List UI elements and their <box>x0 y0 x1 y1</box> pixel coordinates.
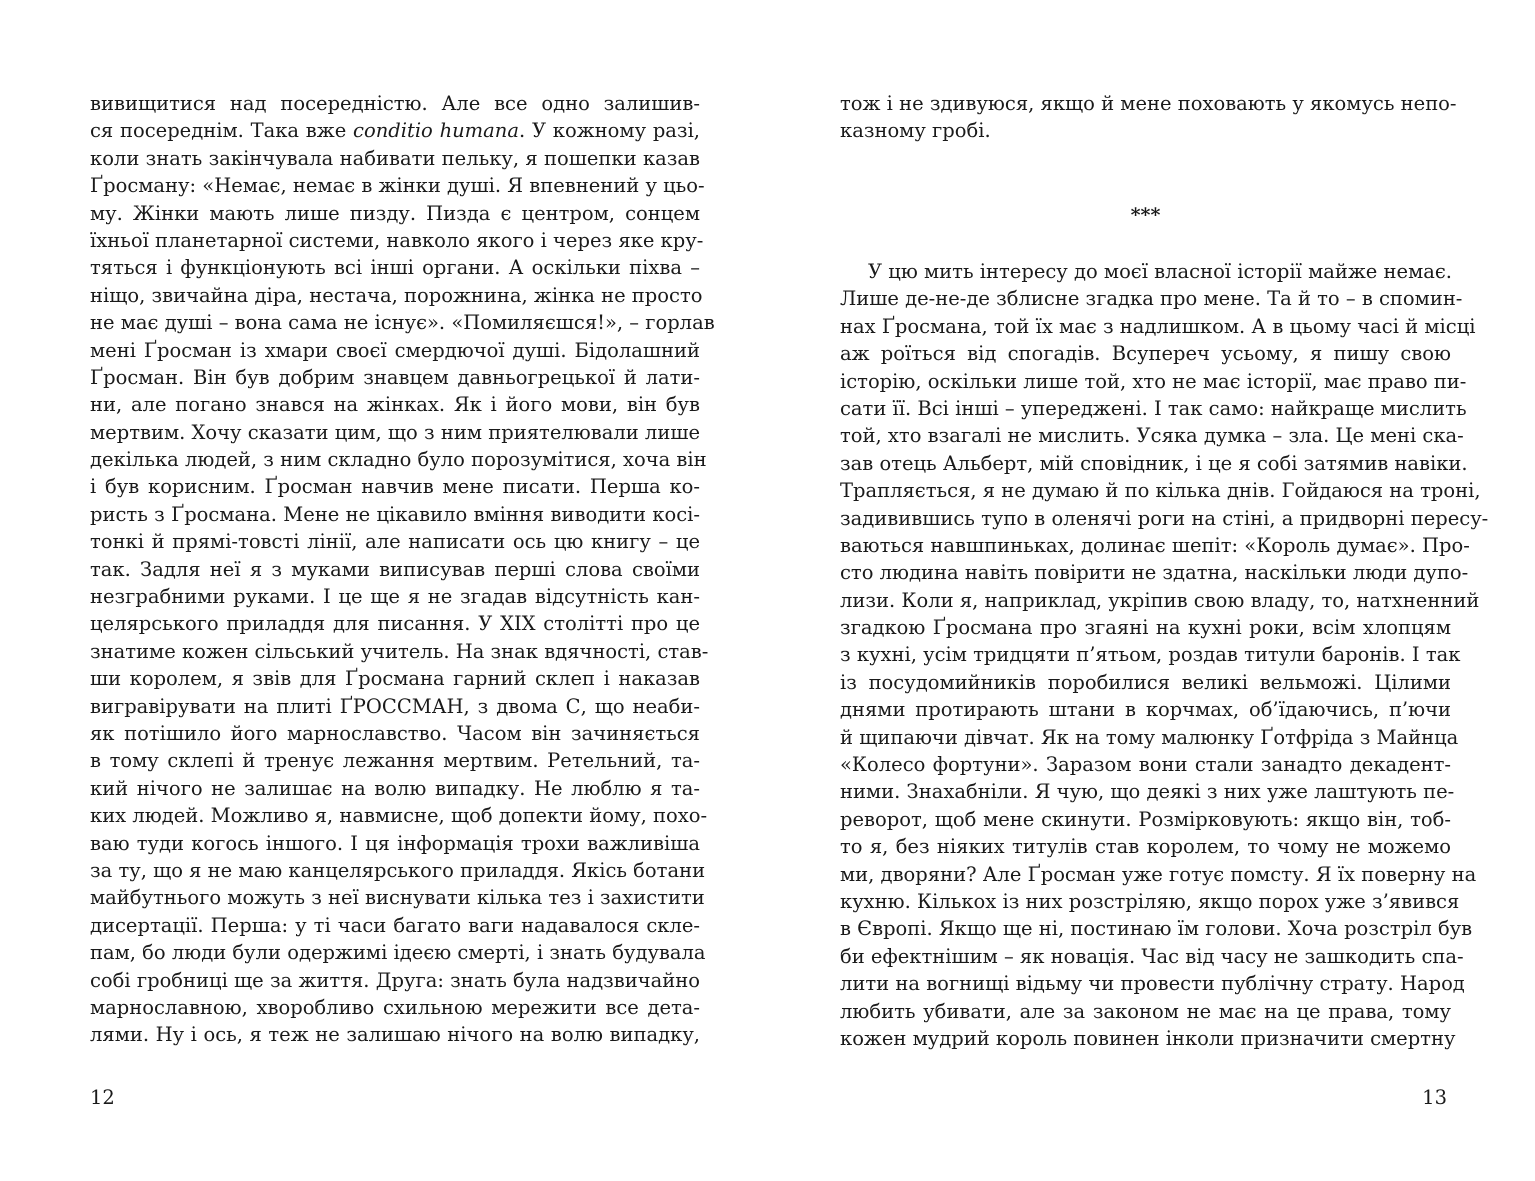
text-line: Лише де-не-де зблисне згадка про мене. Та й то – в спомин- <box>840 287 1463 311</box>
text-line: то я, без ніяких титулів став королем, то чому не можемо <box>840 835 1451 859</box>
text-line: кожен мудрий король повинен інколи призначити смертну <box>840 1026 1456 1050</box>
right-page-body <box>840 258 1489 1052</box>
text-line: пам, бо люди були одержимі ідеєю смерті, і знать будувала <box>90 941 706 965</box>
text-line: тяться і функціонують всі інші органи. А оскільки піхва – <box>90 256 700 280</box>
text-line: як потішило його марнославство. Часом він зачиняється <box>90 721 700 745</box>
text-line: ніщо, звичайна діра, нестача, порожнина, жінка не просто <box>90 283 703 307</box>
text-line: декілька людей, з ним складно було порозумітися, хоча він <box>90 448 707 472</box>
text-line: ваю туди когось іншого. І ця інформація трохи важливіша <box>90 831 700 855</box>
text-line: ними. Знахабніли. Я чую, що деякі з них уже лаштують пе- <box>840 780 1455 804</box>
text-line: Ґросман. Він був добрим знавцем давньогрецької й лати- <box>90 365 700 389</box>
text-line: їхньої планетарної системи, навколо якого і через яке кру- <box>90 228 704 252</box>
text-line: в тому склепі й тренує лежання мертвим. Ретельний, та- <box>90 749 700 773</box>
text-line: історію, оскільки лише той, хто не має історії, має право пи- <box>840 369 1467 393</box>
text-fragment: . У кожному разі, <box>518 119 700 143</box>
text-line: му. Жінки мають лише пизду. Пизда є центром, сонцем <box>90 201 700 225</box>
text-line: вигравірувати на плиті ҐРОССМАН, з двома С, що неаби- <box>90 694 700 718</box>
text-line: днями протирають штани в корчмах, об’їдаючись, п’ючи <box>840 698 1451 722</box>
left-page <box>0 0 767 1181</box>
text-line: собі гробниці ще за життя. Друга: знать була надзвичайно <box>90 968 700 992</box>
text-line: із посудомийників поробилися великі вельможі. Цілими <box>840 670 1451 694</box>
text-line: за ту, що я не маю канцелярського приладдя. Якісь ботани <box>90 858 706 882</box>
text-line: незграбними руками. І це ще я не згадав відсутність кан- <box>90 585 700 609</box>
text-line: «Колесо фортуни». Заразом вони стали занадто декадент- <box>840 753 1451 777</box>
text-line: сати її. Всі інші – упереджені. І так само: найкраще мислить <box>840 396 1467 420</box>
text-line: згадкою Ґросмана про згаяні на кухні роки, всім хлопцям <box>840 616 1451 640</box>
text-line: ши королем, я звів для Ґросмана гарний склеп і наказав <box>90 667 700 691</box>
text-line: дисертації. Перша: у ті часи багато ваги надавалося скле- <box>90 913 700 937</box>
section-separator: *** <box>1130 204 1161 226</box>
text-line: так. Задля неї я з муками виписував перші слова своїми <box>90 557 700 581</box>
text-line: Трапляється, я не думаю й по кілька днів. Гойдаюся на троні, <box>840 479 1481 503</box>
text-line: нах Ґросмана, той їх має з надлишком. А в цьому часі й місці <box>840 314 1476 338</box>
text-line: кухню. Кількох із них розстріляю, якщо порох уже з’явився <box>840 889 1460 913</box>
text-line: У цю мить інтересу до моєї власної історії майже немає. <box>868 260 1453 283</box>
text-line: той, хто взагалі не мислить. Усяка думка – зла. Це мені ска- <box>840 424 1464 448</box>
text-line: ваються навшпиньках, долинає шепіт: «Король думає». Про- <box>840 533 1470 557</box>
text-line: мені Ґросман із хмари своєї смердючої душі. Бідолашний <box>90 338 700 362</box>
text-line: мертвим. Хочу сказати цим, що з ним приятелювали лише <box>90 420 700 444</box>
text-line: лизи. Коли я, наприклад, укріпив свою владу, то, натхненний <box>840 588 1480 612</box>
text-line: майбутнього можуть з неї виснувати кілька тез і захистити <box>90 886 705 910</box>
text-line: і був корисним. Ґросман навчив мене писати. Перша ко- <box>90 475 700 499</box>
text-line: коли знать закінчувала набивати пельку, я пошепки казав <box>90 146 700 170</box>
text-line: Ґросману: «Немає, немає в жінки душі. Я впевнений у цьо- <box>90 174 705 198</box>
right-page <box>767 0 1535 1181</box>
text-line: ких людей. Можливо я, навмисне, щоб допекти йому, похо- <box>90 804 708 828</box>
text-line: би ефектнішим – як новація. Час від часу не зашкодить спа- <box>840 944 1464 968</box>
text-line: лити на вогнищі відьму чи провести публічну страту. Народ <box>840 972 1465 996</box>
text-line: вивищитися над посередністю. Але все одно залишив- <box>90 92 700 115</box>
text-line: ристь з Ґросмана. Мене не цікавило вміння виводити косі- <box>90 502 700 526</box>
text-fragment: ся посереднім. Така вже <box>90 119 347 143</box>
text-line: тож і не здивуюся, якщо й мене поховають у якомусь непо- <box>840 92 1457 115</box>
right-page-top-paragraph <box>840 90 1457 145</box>
text-line <box>90 117 700 144</box>
text-line: реворот, щоб мене скинути. Розмірковують: якщо він, тоб- <box>840 807 1451 831</box>
text-line: й щипаючи дівчат. Як на тому малюнку Ґотфріда з Майнца <box>840 725 1459 749</box>
page-number: 13 <box>1422 1086 1447 1109</box>
text-line: сто людина навіть повірити не здатна, наскільки люди дупо- <box>840 561 1469 585</box>
text-line: в Європі. Якщо ще ні, постинаю їм голови. Хоча розстріл був <box>840 917 1473 941</box>
text-line: тонкі й прямі-товсті лінії, але написати ось цю книгу – це <box>90 530 700 554</box>
text-line: ми, дворяни? Але Ґросман уже готує помсту. Я їх поверну на <box>840 862 1477 886</box>
text-line: ни, але погано знався на жінках. Як і його мови, він був <box>90 393 700 417</box>
text-line: аж роїться від спогадів. Всупереч усьому, я пишу свою <box>840 342 1451 366</box>
text-line: з кухні, усім тридцяти п’ятьом, роздав титули баронів. І так <box>840 643 1461 667</box>
text-line: марнославною, хворобливо схильною мережити все дета- <box>90 995 700 1019</box>
text-line: лями. Ну і ось, я теж не залишаю нічого на волю випадку, <box>90 1023 700 1047</box>
text-line: не має душі – вона сама не існує». «Помиляєшся!», – горлав <box>90 311 715 335</box>
text-line: зав отець Альберт, мій сповідник, і це я собі затямив навіки. <box>840 451 1468 475</box>
text-line: любить убивати, але за законом не має на це права, тому <box>840 999 1451 1023</box>
page-number: 12 <box>90 1086 115 1109</box>
text-line: казному гробі. <box>840 119 991 143</box>
italic-phrase: conditio humana <box>353 119 519 143</box>
text-line: целярського приладдя для писання. У XIX столітті про це <box>90 612 700 636</box>
text-line: задивившись тупо в оленячі роги на стіні, а придворні пересу- <box>840 506 1489 530</box>
left-page-body <box>90 90 715 1049</box>
text-line: знатиме кожен сільський учитель. На знак вдячності, став- <box>90 639 709 663</box>
text-line: кий нічого не залишає на волю випадку. Не люблю я та- <box>90 776 700 800</box>
